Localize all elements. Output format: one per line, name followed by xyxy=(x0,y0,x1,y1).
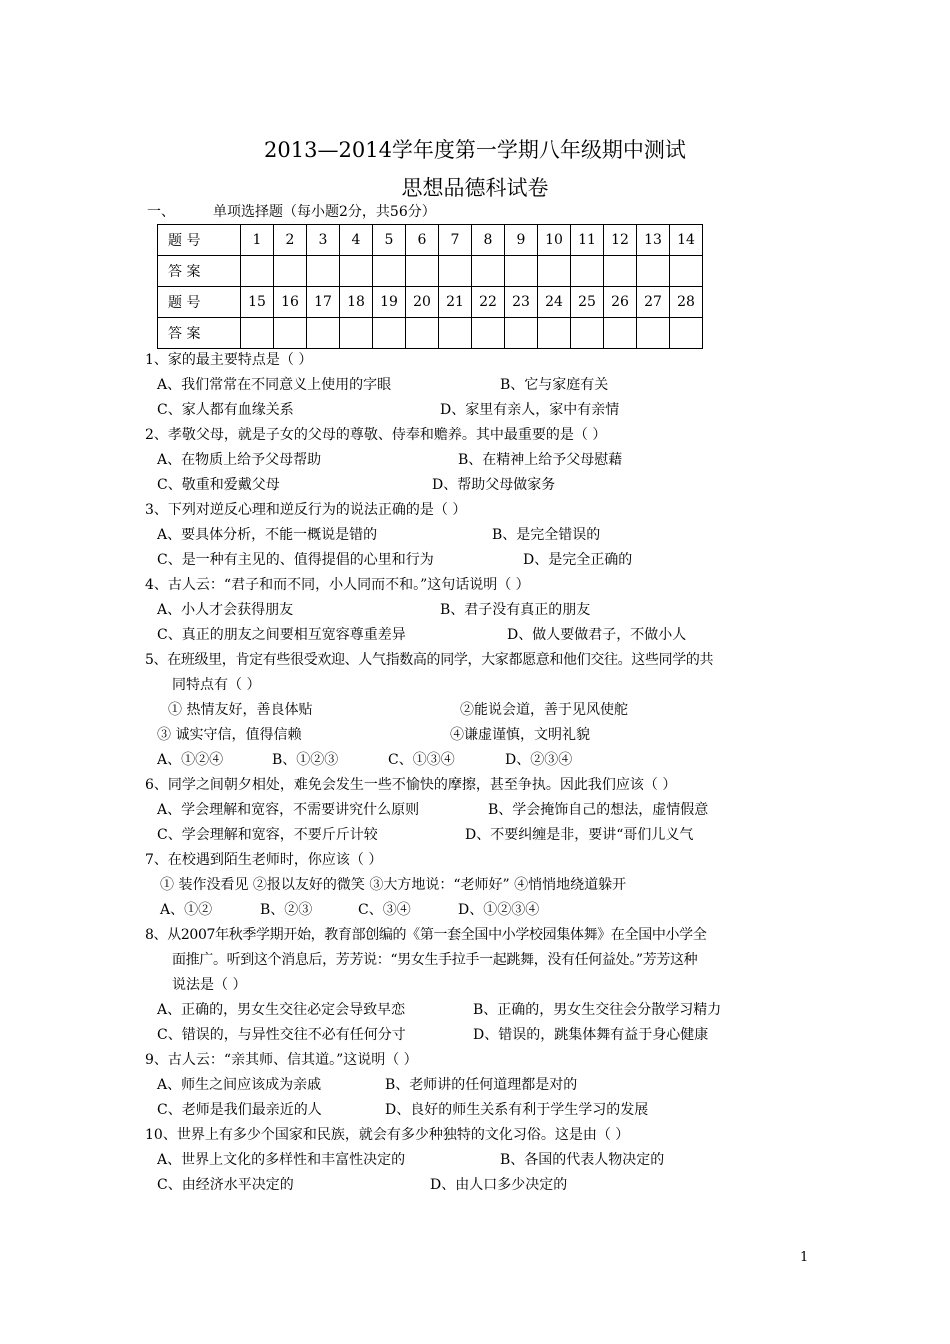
answer-option: C、③④ xyxy=(358,902,411,918)
table-row xyxy=(158,318,703,349)
question-number-cell: 13 xyxy=(637,225,670,256)
answer-cell[interactable] xyxy=(472,318,505,349)
answer-option: B、②③ xyxy=(260,902,313,918)
question-number-cell: 4 xyxy=(340,225,373,256)
answer-option: D、家里有亲人，家中有亲情 xyxy=(440,402,620,418)
answer-cell[interactable] xyxy=(406,318,439,349)
answer-cell[interactable] xyxy=(472,256,505,287)
question-stem-continued: 面推广。听到这个消息后，芳芳说：“男女生手拉手一起跳舞，没有任何益处。”芳芳这种 xyxy=(172,952,698,968)
question-number-cell: 3 xyxy=(307,225,340,256)
question-number-cell: 10 xyxy=(538,225,571,256)
answer-option: D、良好的师生关系有利于学生学习的发展 xyxy=(385,1102,649,1118)
answer-cell[interactable] xyxy=(439,318,472,349)
answer-option: B、君子没有真正的朋友 xyxy=(440,602,591,618)
answer-option: B、在精神上给予父母慰藉 xyxy=(458,452,623,468)
answer-option: A、小人才会获得朋友 xyxy=(157,602,294,618)
question-number-cell: 26 xyxy=(604,287,637,318)
question-number-cell: 1 xyxy=(241,225,274,256)
answer-option: D、②③④ xyxy=(505,752,573,768)
answer-cell[interactable] xyxy=(538,256,571,287)
answer-option: D、帮助父母做家务 xyxy=(432,477,556,493)
answer-cell[interactable] xyxy=(406,256,439,287)
question-stem-continued: 同特点有（ ） xyxy=(172,677,261,693)
question-number-cell: 24 xyxy=(538,287,571,318)
answer-option: C、真正的朋友之间要相互宽容尊重差异 xyxy=(157,627,406,643)
question-stem: 7、在校遇到陌生老师时，你应该（ ） xyxy=(145,852,383,868)
answer-cell[interactable] xyxy=(670,318,703,349)
question-number-cell: 7 xyxy=(439,225,472,256)
answer-option: A、要具体分析，不能一概说是错的 xyxy=(157,527,378,543)
section-label: 单项选择题（每小题2分，共56分） xyxy=(213,204,436,220)
row-label-number: 题 号 xyxy=(158,225,241,256)
answer-cell[interactable] xyxy=(604,318,637,349)
answer-cell[interactable] xyxy=(340,256,373,287)
question-stem: 5、在班级里，肯定有些很受欢迎、人气指数高的同学，大家都愿意和他们交往。这些同学的共 xyxy=(145,652,714,668)
question-stem: 9、古人云：“亲其师、信其道。”这说明（ ） xyxy=(145,1052,418,1068)
question-stem: 2、孝敬父母，就是子女的父母的尊敬、侍奉和赡养。其中最重要的是（ ） xyxy=(145,427,607,443)
question-number-cell: 9 xyxy=(505,225,538,256)
question-number-cell: 18 xyxy=(340,287,373,318)
answer-option: A、世界上文化的多样性和丰富性决定的 xyxy=(157,1152,406,1168)
question-number-cell: 27 xyxy=(637,287,670,318)
row-label-answer: 答 案 xyxy=(158,318,241,349)
answer-cell[interactable] xyxy=(571,318,604,349)
answer-cell[interactable] xyxy=(241,318,274,349)
answer-cell[interactable] xyxy=(670,256,703,287)
answer-option: C、老师是我们最亲近的人 xyxy=(157,1102,322,1118)
answer-option: B、是完全错误的 xyxy=(492,527,601,543)
answer-option: C、错误的，与异性交往不必有任何分寸 xyxy=(157,1027,406,1043)
question-number-cell: 23 xyxy=(505,287,538,318)
section-number: 一、 xyxy=(147,204,175,220)
answer-cell[interactable] xyxy=(274,318,307,349)
question-number-cell: 2 xyxy=(274,225,307,256)
answer-cell[interactable] xyxy=(604,256,637,287)
answer-option: A、①②④ xyxy=(157,752,224,768)
answer-option: D、由人口多少决定的 xyxy=(430,1177,568,1193)
answer-option: A、我们常常在不同意义上使用的字眼 xyxy=(157,377,392,393)
answer-option: B、学会掩饰自己的想法，虚情假意 xyxy=(488,802,709,818)
statement-item: ① 装作没看见 ②报以友好的微笑 ③大方地说：“老师好” ④悄悄地绕道躲开 xyxy=(160,877,627,893)
section-heading xyxy=(147,201,436,221)
question-number-cell: 5 xyxy=(373,225,406,256)
table-row xyxy=(158,287,703,318)
question-number-cell: 11 xyxy=(571,225,604,256)
question-number-cell: 20 xyxy=(406,287,439,318)
question-number-cell: 28 xyxy=(670,287,703,318)
answer-option: B、①②③ xyxy=(272,752,339,768)
question-number-cell: 15 xyxy=(241,287,274,318)
answer-cell[interactable] xyxy=(505,318,538,349)
question-stem: 8、从2007年秋季学期开始，教育部创编的《第一套全国中小学校园集体舞》在全国中小学全 xyxy=(145,927,707,943)
answer-option: C、敬重和爱戴父母 xyxy=(157,477,280,493)
answer-cell[interactable] xyxy=(307,318,340,349)
question-number-cell: 17 xyxy=(307,287,340,318)
answer-cell[interactable] xyxy=(538,318,571,349)
answer-cell[interactable] xyxy=(307,256,340,287)
answer-option: A、正确的，男女生交往必定会导致早恋 xyxy=(157,1002,406,1018)
question-number-cell: 22 xyxy=(472,287,505,318)
question-number-cell: 16 xyxy=(274,287,307,318)
answer-cell[interactable] xyxy=(373,256,406,287)
answer-cell[interactable] xyxy=(637,256,670,287)
answer-option: D、①②③④ xyxy=(458,902,540,918)
question-stem: 10、世界上有多少个国家和民族，就会有多少种独特的文化习俗。这是由（ ） xyxy=(145,1127,630,1143)
question-stem: 1、家的最主要特点是（ ） xyxy=(145,352,313,368)
question-number-cell: 19 xyxy=(373,287,406,318)
question-number-cell: 6 xyxy=(406,225,439,256)
statement-item: ① 热情友好，善良体贴 xyxy=(168,702,313,718)
answer-option: B、正确的，男女生交往会分散学习精力 xyxy=(473,1002,722,1018)
statement-item: ④谦虚谨慎，文明礼貌 xyxy=(450,727,590,743)
question-stem-continued: 说法是（ ） xyxy=(172,977,247,993)
answer-option: C、①③④ xyxy=(388,752,455,768)
answer-cell[interactable] xyxy=(439,256,472,287)
question-number-cell: 14 xyxy=(670,225,703,256)
answer-option: B、各国的代表人物决定的 xyxy=(500,1152,665,1168)
statement-item: ③ 诚实守信，值得信赖 xyxy=(157,727,302,743)
exam-subtitle: 思想品德科试卷 xyxy=(401,176,549,200)
row-label-number: 题 号 xyxy=(158,287,241,318)
answer-cell[interactable] xyxy=(274,256,307,287)
table-row xyxy=(158,256,703,287)
statement-item: ②能说会道，善于见风使舵 xyxy=(460,702,628,718)
page-number: 1 xyxy=(800,1250,809,1265)
question-stem: 3、下列对逆反心理和逆反行为的说法正确的是（ ） xyxy=(145,502,467,518)
answer-cell[interactable] xyxy=(505,256,538,287)
answer-option: A、学会理解和宽容，不需要讲究什么原则 xyxy=(157,802,420,818)
answer-option: C、由经济水平决定的 xyxy=(157,1177,294,1193)
answer-option: B、它与家庭有关 xyxy=(500,377,609,393)
exam-title: 2013—2014学年度第一学期八年级期中测试 xyxy=(264,138,686,162)
question-number-cell: 25 xyxy=(571,287,604,318)
question-stem: 4、古人云：“君子和而不同，小人同而不和。”这句话说明（ ） xyxy=(145,577,530,593)
question-number-cell: 8 xyxy=(472,225,505,256)
answer-option: D、做人要做君子，不做小人 xyxy=(507,627,687,643)
answer-option: B、老师讲的任何道理都是对的 xyxy=(385,1077,578,1093)
answer-option: D、错误的，跳集体舞有益于身心健康 xyxy=(473,1027,709,1043)
table-row xyxy=(158,225,703,256)
answer-cell[interactable] xyxy=(241,256,274,287)
answer-option: A、在物质上给予父母帮助 xyxy=(157,452,322,468)
answer-option: C、是一种有主见的、值得提倡的心里和行为 xyxy=(157,552,434,568)
row-label-answer: 答 案 xyxy=(158,256,241,287)
answer-option: D、不要纠缠是非，要讲“哥们儿义气 xyxy=(465,827,694,843)
question-number-cell: 12 xyxy=(604,225,637,256)
answer-option: A、①② xyxy=(160,902,213,918)
question-number-cell: 21 xyxy=(439,287,472,318)
answer-cell[interactable] xyxy=(637,318,670,349)
answer-cell[interactable] xyxy=(571,256,604,287)
answer-option: C、家人都有血缘关系 xyxy=(157,402,294,418)
answer-option: D、是完全正确的 xyxy=(523,552,633,568)
answer-cell[interactable] xyxy=(373,318,406,349)
answer-option: C、学会理解和宽容，不要斤斤计较 xyxy=(157,827,378,843)
answer-table xyxy=(157,224,703,349)
answer-option: A、师生之间应该成为亲戚 xyxy=(157,1077,322,1093)
question-stem: 6、同学之间朝夕相处，难免会发生一些不愉快的摩擦，甚至争执。因此我们应该（ ） xyxy=(145,777,677,793)
answer-cell[interactable] xyxy=(340,318,373,349)
